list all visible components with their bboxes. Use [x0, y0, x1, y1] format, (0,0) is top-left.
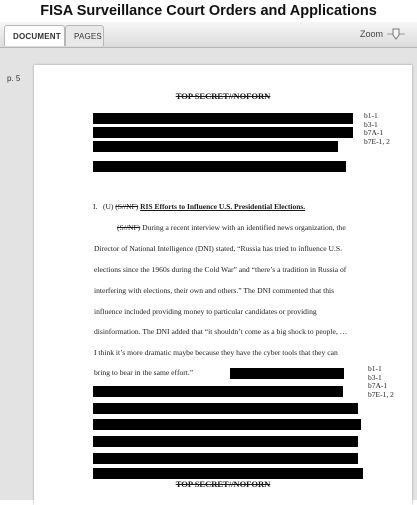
body-line: elections since the 1960s during the Cold War” and “there’s a tradition in Russia of	[94, 265, 347, 274]
app-title: FISA Surveillance Court Orders and Applications	[40, 3, 377, 19]
exemption-codes	[364, 112, 404, 146]
zoom-label: Zoom	[359, 29, 383, 39]
redaction-bar	[93, 453, 358, 464]
redaction-bar	[93, 161, 346, 172]
tab-pages[interactable]: PAGES	[65, 25, 104, 46]
redaction-bar	[93, 468, 363, 479]
redaction-bar	[93, 436, 358, 447]
exemption-code: b7A-1	[364, 128, 384, 137]
heading-title: RIS Efforts to Influence U.S. Presidential Elections.	[140, 202, 306, 211]
redaction-bar	[93, 386, 343, 397]
body-line: Director of National Intelligence (DNI) stated, “Russia has tried to influence U.S.	[94, 244, 342, 253]
section-heading	[93, 202, 305, 211]
exemption-codes	[368, 365, 408, 399]
exemption-code: b1-1	[368, 364, 382, 373]
redaction-bar	[93, 113, 353, 124]
body-text: During a recent interview with an identified news organization, the	[142, 223, 346, 232]
heading-marking-struck: (S//NF)	[115, 202, 139, 211]
classification-header: TOP SECRET//NOFORN	[175, 91, 271, 101]
redaction-bar	[93, 141, 338, 152]
zoom-slider-icon[interactable]	[387, 27, 405, 41]
tab-document[interactable]: DOCUMENT	[4, 25, 65, 46]
redaction-bar	[230, 368, 344, 379]
redaction-bar	[93, 127, 353, 138]
body-line: disinformation. The DNI added that “it shouldn’t come as a big shock to people, …	[94, 327, 348, 336]
redaction-bar	[93, 419, 361, 430]
body-line: interfering with elections, their own and others.” The DNI commented that this	[94, 286, 335, 295]
exemption-code: b1-1	[364, 111, 378, 120]
body-line: bring to bear in the same effort.”	[94, 368, 194, 377]
exemption-code: b3-1	[368, 372, 382, 382]
classification-footer: TOP SECRET//NOFORN	[175, 479, 271, 489]
body-line: influence included providing money to particular candidates or providing	[94, 307, 317, 316]
document-page	[34, 65, 412, 505]
heading-number: I.	[93, 202, 98, 211]
redaction-bar	[93, 403, 358, 414]
page-number-label: p. 5	[7, 74, 21, 83]
body-line	[117, 223, 346, 232]
exemption-code: b7E-1, 2	[364, 136, 390, 146]
exemption-code: b7E-1, 2	[368, 389, 394, 399]
document-viewer[interactable]	[0, 48, 417, 500]
body-line: I think it’s more dramatic maybe because they have the cyber tools that they can	[94, 348, 338, 357]
exemption-code: b3-1	[364, 119, 378, 129]
paragraph-marking: (S//NF)	[117, 223, 141, 232]
heading-marking: (U)	[103, 202, 114, 211]
toolbar	[0, 22, 417, 48]
exemption-code: b7A-1	[368, 381, 388, 390]
